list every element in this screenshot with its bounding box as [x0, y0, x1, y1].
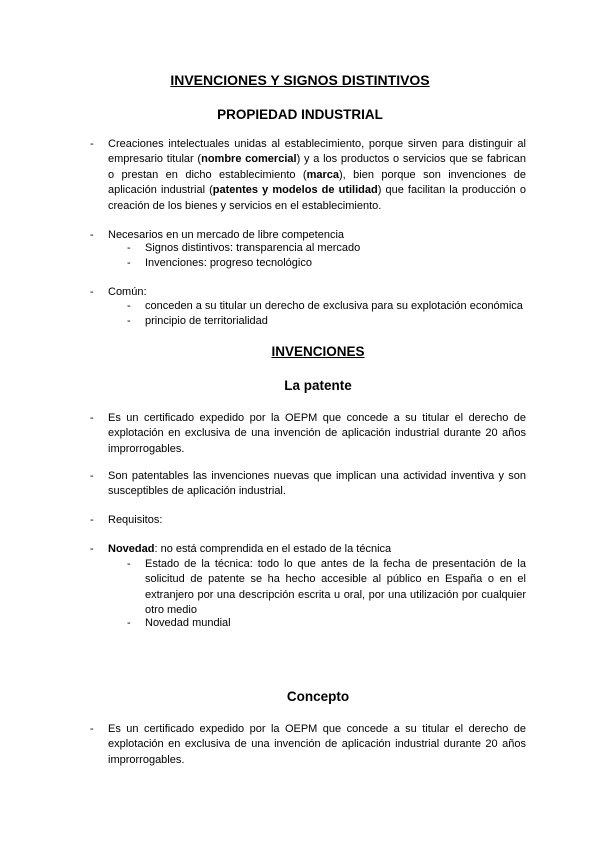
bullet-dash: -	[90, 229, 94, 241]
paragraph-text: Necesarios en un mercado de libre competencia	[108, 229, 345, 241]
paragraph-text: Creaciones intelectuales unidas al establecimiento, porque sirven para distinguir al empresario titular (nombre comercial) y a los productos o servicios que se fabrican o prestan en dicho establecimiento (marca), bien porque son invenciones de aplicación industrial (patentes y modelos de utilidad) que facilitan la producción o creación de los bienes y servicios en el establecimiento.	[108, 138, 526, 212]
bold-term: marca	[306, 168, 340, 181]
paragraph-text: Novedad: no está comprendida en el estado de la técnica	[108, 543, 392, 555]
bullet-dash: -	[90, 412, 94, 424]
document-page: INVENCIONES Y SIGNOS DISTINTIVOS PROPIEDAD INDUSTRIAL - Creaciones intelectuales unidas al establecimiento, porque sirven para distinguir al empresario titular (nombre comercial) y a los productos o servicios que se fabrican o prestan en dicho establecimiento (marca), bien porque son invenciones de aplicación industrial (patentes y modelos de utilidad) que facilitan la producción o creación de los bienes y servicios en el establecimiento. - Necesarios en un mercado de libre competencia - Signos distintivos: transparencia al mercado - Invenciones: progreso tecnológico - Común: - conceden a su titular un derecho de exclusiva para su explotación económica - principio de territorialidad INVENCIONES La patente - Es un certificado expedido por la OEPM que concede a su titular el derecho de explotación en exclusiva de una invención de aplicación industrial durante 20 años improrrogables. - Son patentables las invenciones nuevas que implican una actividad inventiva y son susceptibles de aplicación industrial. - Requisitos: - Novedad: no está comprendida en el estado de la técnica - Estado de la técnica: todo lo que antes de la fecha de presentación de la solicitud de patente se ha hecho accesible al público en España o en el extranjero por una descripción escrita u oral, por una utilización por cualquier otro medio - Novedad mundial Concepto - Es un certificado expedido por la OEPM que concede a su titular el derecho de explotación en exclusiva de una invención de aplicación industrial durante 20 años improrrogables.	[0, 0, 600, 848]
paragraph-text: Es un certificado expedido por la OEPM que concede a su titular el derecho de explotación en exclusiva de una invención de aplicación industrial durante 20 años improrrogables.	[108, 412, 526, 455]
section-heading-la-patente: La patente	[284, 378, 352, 393]
bullet-dash: -	[127, 242, 131, 254]
paragraph-text: Requisitos:	[108, 514, 163, 526]
bold-term: Novedad	[108, 543, 155, 555]
section-heading-invenciones: INVENCIONES	[271, 344, 365, 359]
bullet-dash: -	[90, 470, 94, 482]
bold-term: patentes y modelos de utilidad	[212, 184, 378, 197]
section-heading-concepto: Concepto	[286, 689, 350, 704]
paragraph-text: Son patentables las invenciones nuevas que implican una actividad inventiva y son susceptibles de aplicación industrial.	[108, 470, 526, 498]
bullet-dash: -	[90, 138, 94, 150]
bullet-dash: -	[127, 617, 131, 629]
section-heading-propiedad-industrial: PROPIEDAD INDUSTRIAL	[217, 107, 383, 122]
bullet-dash: -	[127, 315, 131, 327]
paragraph-text: Es un certificado expedido por la OEPM que concede a su titular el derecho de explotación en exclusiva de una invención de aplicación industrial durante 20 años improrrogables.	[108, 723, 526, 766]
bullet-dash: -	[127, 558, 131, 570]
bullet-dash: -	[90, 723, 94, 735]
bullet-dash: -	[127, 300, 131, 312]
bold-term: nombre comercial	[201, 153, 297, 166]
bullet-dash: -	[90, 286, 94, 298]
bullet-dash: -	[90, 543, 94, 555]
bullet-dash: -	[127, 257, 131, 269]
paragraph-text: Común:	[108, 286, 147, 298]
document-title: INVENCIONES Y SIGNOS DISTINTIVOS	[170, 72, 430, 88]
bullet-dash: -	[90, 514, 94, 526]
